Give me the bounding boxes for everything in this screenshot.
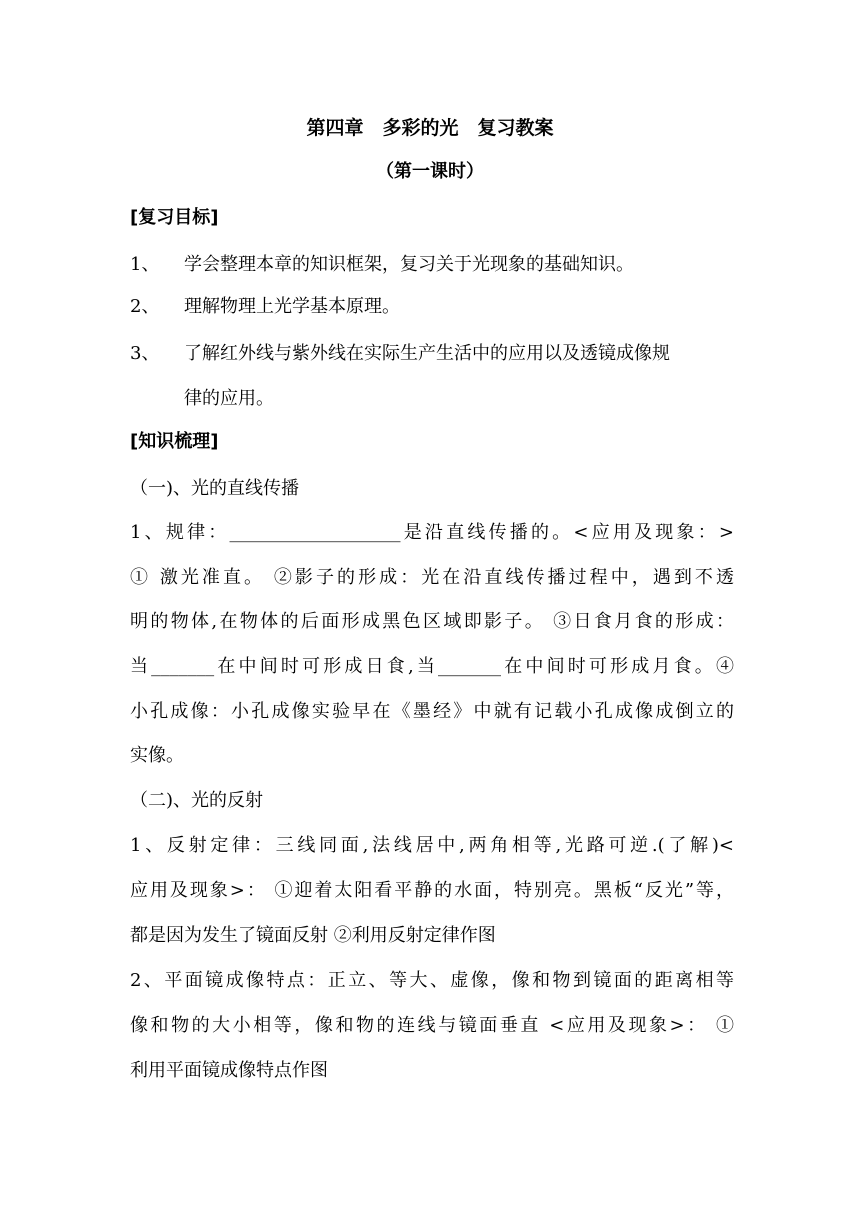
goal-text: 了解红外线与紫外线在实际生产生活中的应用以及透镜成像规 <box>184 343 670 364</box>
page-title: 第四章 多彩的光 复习教案 <box>306 117 554 139</box>
part2-line-2: 应用及现象>： ①迎着太阳看平静的水面，特别亮。黑板“反光”等， <box>130 880 734 901</box>
part1-line-3: 明的物体,在物体的后面形成黑色区域即影子。 ③日食月食的形成： <box>130 611 734 632</box>
goal-number: 2、 <box>130 296 160 317</box>
part1-heading: （一)、光的直线传播 <box>130 478 300 499</box>
part2-line-6: 利用平面镜成像特点作图 <box>130 1060 328 1081</box>
part2-line-5: 像和物的大小相等，像和物的连线与镜面垂直 <应用及现象>： ① <box>130 1015 734 1036</box>
goal-item-3 <box>130 342 734 366</box>
part2-line-1: 1、反射定律：三线同面,法线居中,两角相等,光路可逆.(了解)< <box>130 835 734 856</box>
goal-item-3-continuation: 律的应用。 <box>184 388 274 409</box>
goals-heading: [复习目标] <box>130 207 219 228</box>
part2-line-3: 都是因为发生了镜面反射 ②利用反射定律作图 <box>130 925 496 946</box>
part1-line-5: 小孔成像：小孔成像实验早在《墨经》中就有记载小孔成像成倒立的 <box>130 701 734 722</box>
goal-item-2 <box>130 295 734 319</box>
part1-line-1: 1、规律：___________________是沿直线传播的。<应用及现象：> <box>130 522 734 543</box>
goal-item-1 <box>130 253 734 277</box>
part2-heading: （二)、光的反射 <box>130 790 264 811</box>
page-subtitle: （第一课时） <box>376 161 484 182</box>
part1-line-2: ① 激光准直。 ②影子的形成：光在沿直线传播过程中，遇到不透 <box>130 567 734 588</box>
goal-number: 1、 <box>130 254 160 275</box>
part1-line-6: 实像。 <box>130 745 184 766</box>
goal-number: 3、 <box>130 343 160 364</box>
part2-line-4: 2、平面镜成像特点：正立、等大、虚像，像和物到镜面的距离相等 <box>130 970 734 991</box>
part1-line-4: 当_______在中间时可形成日食,当_______在中间时可形成月食。④ <box>130 656 734 677</box>
goal-text: 学会整理本章的知识框架，复习关于光现象的基础知识。 <box>184 254 634 275</box>
goal-text: 理解物理上光学基本原理。 <box>184 296 400 317</box>
knowledge-heading: [知识梳理] <box>130 431 219 452</box>
